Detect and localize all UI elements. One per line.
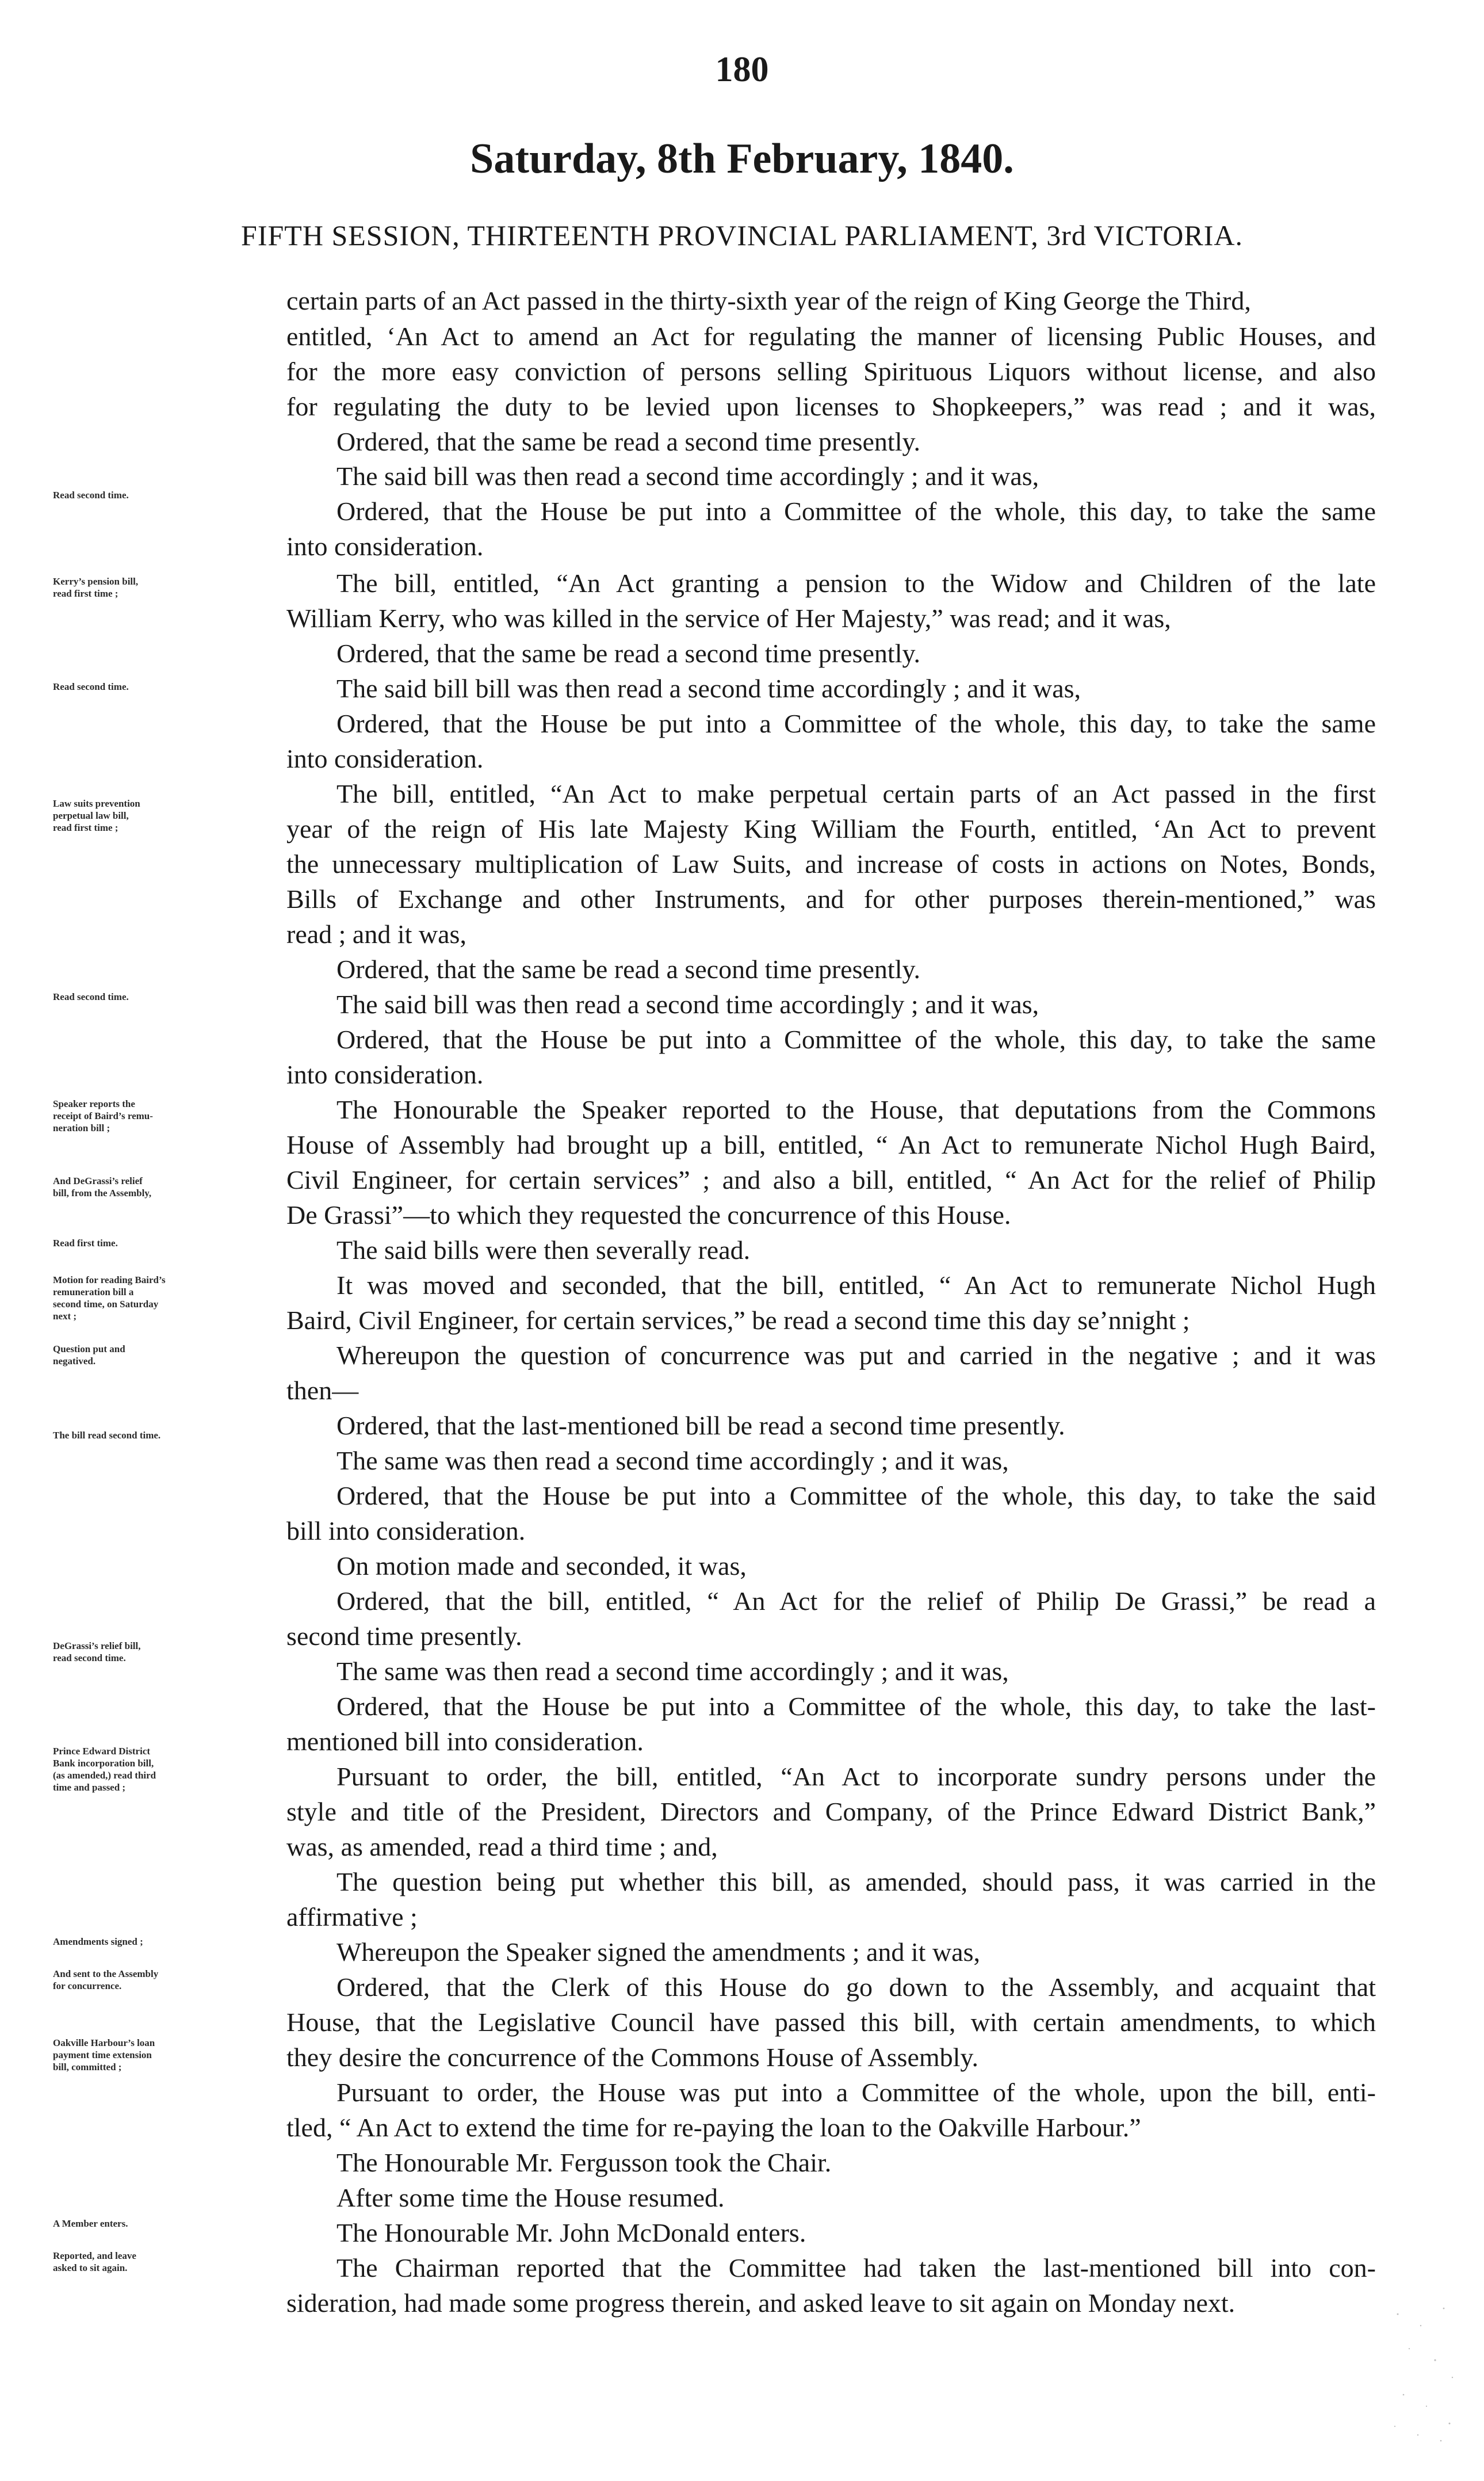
body-line: year of the reign of His late Majesty King William the Fourth, entitled, ‘An Act to prevent: [286, 814, 1376, 843]
margin-note: [53, 1237, 283, 1249]
body-line: Ordered, that the last-mentioned bill be read a second time presently.: [336, 1411, 1065, 1440]
margin-note-line: bill, from the Assembly,: [53, 1188, 152, 1198]
body-line: certain parts of an Act passed in the thirty-sixth year of the reign of King George the Third,: [286, 286, 1251, 315]
body-line: for regulating the duty to be levied upon licenses to Shopkeepers,” was read ; and it was,: [286, 392, 1376, 421]
body-line: Whereupon the question of concurrence was put and carried in the negative ; and it was: [336, 1341, 1376, 1370]
body-line: The said bill was then read a second time accordingly ; and it was,: [336, 990, 1039, 1019]
body-line: Pursuant to order, the House was put into a Committee of the whole, upon the bill, enti-: [336, 2078, 1376, 2107]
body-line: The Honourable Mr. Fergusson took the Chair.: [336, 2148, 832, 2177]
margin-note-line: Read first time.: [53, 1238, 118, 1249]
body-line: style and title of the President, Directors and Company, of the Prince Edward District Bank,”: [286, 1797, 1376, 1826]
margin-note-line: read first time ;: [53, 822, 118, 833]
margin-note-line: Amendments signed ;: [53, 1936, 143, 1947]
body-line: into consideration.: [286, 532, 484, 561]
margin-note-line: receipt of Baird’s remu-: [53, 1110, 153, 1121]
body-line: tled, “ An Act to extend the time for re-paying the loan to the Oakville Harbour.”: [286, 2113, 1141, 2142]
margin-note: [53, 681, 283, 693]
body-line: Ordered, that the House be put into a Committee of the whole, this day, to take the last-: [336, 1692, 1376, 1721]
body-line: affirmative ;: [286, 1902, 418, 1932]
margin-note-line: remuneration bill a: [53, 1287, 134, 1297]
body-line: Ordered, that the same be read a second time presently.: [336, 427, 920, 456]
body-line: The Honourable the Speaker reported to the House, that deputations from the Commons: [336, 1095, 1376, 1124]
margin-note: [53, 2037, 283, 2073]
body-line: The question being put whether this bill, as amended, should pass, it was carried in the: [336, 1867, 1376, 1896]
body-line: Baird, Civil Engineer, for certain services,” be read a second time this day se’nnight ;: [286, 1306, 1190, 1335]
margin-note-line: DeGrassi’s relief bill,: [53, 1640, 141, 1651]
margin-note: [53, 1343, 283, 1367]
body-line: House, that the Legislative Council have passed this bill, with certain amendments, to which: [286, 2007, 1376, 2037]
margin-note-line: And DeGrassi’s relief: [53, 1175, 143, 1186]
body-line: Bills of Exchange and other Instruments, and for other purposes therein-mentioned,” was: [286, 884, 1376, 914]
body-line: was, as amended, read a third time ; and,: [286, 1832, 718, 1861]
body-line: The bill, entitled, “An Act to make perpetual certain parts of an Act passed in the first: [336, 779, 1376, 808]
body-line: The said bills were then severally read.: [336, 1235, 751, 1265]
margin-note-line: negatived.: [53, 1356, 96, 1367]
body-line: entitled, ‘An Act to amend an Act for regulating the manner of licensing Public Houses, and: [286, 322, 1376, 351]
margin-note: [53, 489, 283, 501]
body-line: the unnecessary multiplication of Law Suits, and increase of costs in actions on Notes, Bonds,: [286, 849, 1376, 879]
body-line: second time presently.: [286, 1621, 522, 1651]
body-line: It was moved and seconded, that the bill, entitled, “ An Act to remunerate Nichol Hugh: [336, 1270, 1376, 1300]
body-line: The same was then read a second time accordingly ; and it was,: [336, 1656, 1009, 1686]
margin-note-line: Oakville Harbour’s loan: [53, 2037, 155, 2048]
margin-note-line: A Member enters.: [53, 2218, 128, 2229]
body-line: William Kerry, who was killed in the service of Her Majesty,” was read; and it was,: [286, 604, 1171, 633]
body-line: The Chairman reported that the Committee had taken the last-mentioned bill into con-: [336, 2253, 1376, 2282]
margin-note: [53, 1745, 283, 1793]
margin-note: [53, 2250, 283, 2274]
body-line: Ordered, that the same be read a second time presently.: [336, 955, 920, 984]
margin-note-line: And sent to the Assembly: [53, 1968, 159, 1979]
body-line: Civil Engineer, for certain services” ; and also a bill, entitled, “ An Act for the relief of Philip: [286, 1165, 1376, 1194]
margin-note-line: The bill read second time.: [53, 1430, 161, 1441]
margin-note-line: Read second time.: [53, 490, 129, 501]
margin-note: [53, 1968, 283, 1992]
body-line: De Grassi”—to which they requested the concurrence of this House.: [286, 1200, 1011, 1230]
body-line: The bill, entitled, “An Act granting a pension to the Widow and Children of the late: [336, 568, 1376, 598]
body-line: Whereupon the Speaker signed the amendments ; and it was,: [336, 1937, 981, 1967]
margin-note-line: (as amended,) read third: [53, 1770, 156, 1781]
margin-note-line: payment time extension: [53, 2049, 152, 2060]
margin-note-line: read second time.: [53, 1652, 126, 1663]
body-line: Ordered, that the House be put into a Committee of the whole, this day, to take the same: [336, 709, 1376, 738]
body-line: After some time the House resumed.: [336, 2183, 725, 2212]
margin-note: [53, 1098, 283, 1134]
body-line: sideration, had made some progress therein, and asked leave to sit again on Monday next.: [286, 2288, 1236, 2318]
body-line: The said bill bill was then read a second time accordingly ; and it was,: [336, 674, 1081, 703]
margin-note: [53, 1936, 283, 1948]
body-line: mentioned bill into consideration.: [286, 1727, 644, 1756]
body-line: House of Assembly had brought up a bill, entitled, “ An Act to remunerate Nichol Hugh Baird,: [286, 1130, 1376, 1159]
margin-note-line: second time, on Saturday: [53, 1299, 159, 1310]
margin-note-line: Speaker reports the: [53, 1098, 135, 1109]
body-line: then—: [286, 1376, 359, 1405]
margin-note-line: Motion for reading Baird’s: [53, 1274, 166, 1285]
margin-note-line: for concurrence.: [53, 1980, 122, 1991]
body-line: The Honourable Mr. John McDonald enters.: [336, 2218, 806, 2247]
margin-note-line: read first time ;: [53, 588, 118, 599]
body-line: Pursuant to order, the bill, entitled, “An Act to incorporate sundry persons under the: [336, 1762, 1376, 1791]
body-line: The same was then read a second time accordingly ; and it was,: [336, 1446, 1009, 1475]
margin-note-line: Read second time.: [53, 681, 129, 692]
margin-note-line: time and passed ;: [53, 1782, 126, 1793]
margin-note-line: Kerry’s pension bill,: [53, 576, 139, 587]
margin-note: [53, 1274, 283, 1322]
date-heading: Saturday, 8th February, 1840.: [470, 135, 1014, 182]
margin-note-line: bill, committed ;: [53, 2062, 122, 2072]
margin-note: [53, 2217, 283, 2230]
margin-note: [53, 797, 283, 834]
margin-note: [53, 1429, 283, 1441]
body-line: for the more easy conviction of persons selling Spirituous Liquors without license, and also: [286, 357, 1376, 386]
margin-note-line: neration bill ;: [53, 1123, 110, 1133]
margin-note: [53, 575, 283, 600]
body-line: Ordered, that the House be put into a Committee of the whole, this day, to take the said: [336, 1481, 1376, 1510]
body-line: Ordered, that the House be put into a Committee of the whole, this day, to take the same: [336, 497, 1376, 526]
body-line: The said bill was then read a second time accordingly ; and it was,: [336, 461, 1039, 491]
body-line: read ; and it was,: [286, 919, 466, 949]
margin-note-line: asked to sit again.: [53, 2262, 128, 2273]
margin-note-line: Question put and: [53, 1343, 125, 1354]
page-number: 180: [715, 50, 769, 89]
margin-note: [53, 1175, 283, 1199]
body-line: Ordered, that the House be put into a Committee of the whole, this day, to take the same: [336, 1025, 1376, 1054]
body-line: Ordered, that the Clerk of this House do go down to the Assembly, and acquaint that: [336, 1972, 1376, 2002]
margin-note-line: Read second time.: [53, 991, 129, 1002]
margin-note-line: Prince Edward District: [53, 1746, 151, 1757]
body-line: into consideration.: [286, 744, 484, 773]
body-line: they desire the concurrence of the Commons House of Assembly.: [286, 2043, 978, 2072]
margin-note: [53, 991, 283, 1003]
margin-note-line: Law suits prevention: [53, 798, 140, 809]
scan-speckle: [1386, 2297, 1461, 2446]
body-line: Ordered, that the bill, entitled, “ An Act for the relief of Philip De Grassi,” be read a: [336, 1586, 1376, 1616]
body-line: Ordered, that the same be read a second time presently.: [336, 639, 920, 668]
margin-note-line: next ;: [53, 1311, 77, 1322]
margin-note-line: Reported, and leave: [53, 2250, 136, 2261]
body-line: into consideration.: [286, 1060, 484, 1089]
margin-note-line: Bank incorporation bill,: [53, 1758, 154, 1769]
body-line: On motion made and seconded, it was,: [336, 1551, 747, 1581]
body-line: bill into consideration.: [286, 1516, 526, 1545]
margin-note: [53, 1640, 283, 1664]
session-heading: FIFTH SESSION, THIRTEENTH PROVINCIAL PARLIAMENT, 3rd VICTORIA.: [241, 219, 1243, 251]
margin-note-line: perpetual law bill,: [53, 810, 129, 821]
